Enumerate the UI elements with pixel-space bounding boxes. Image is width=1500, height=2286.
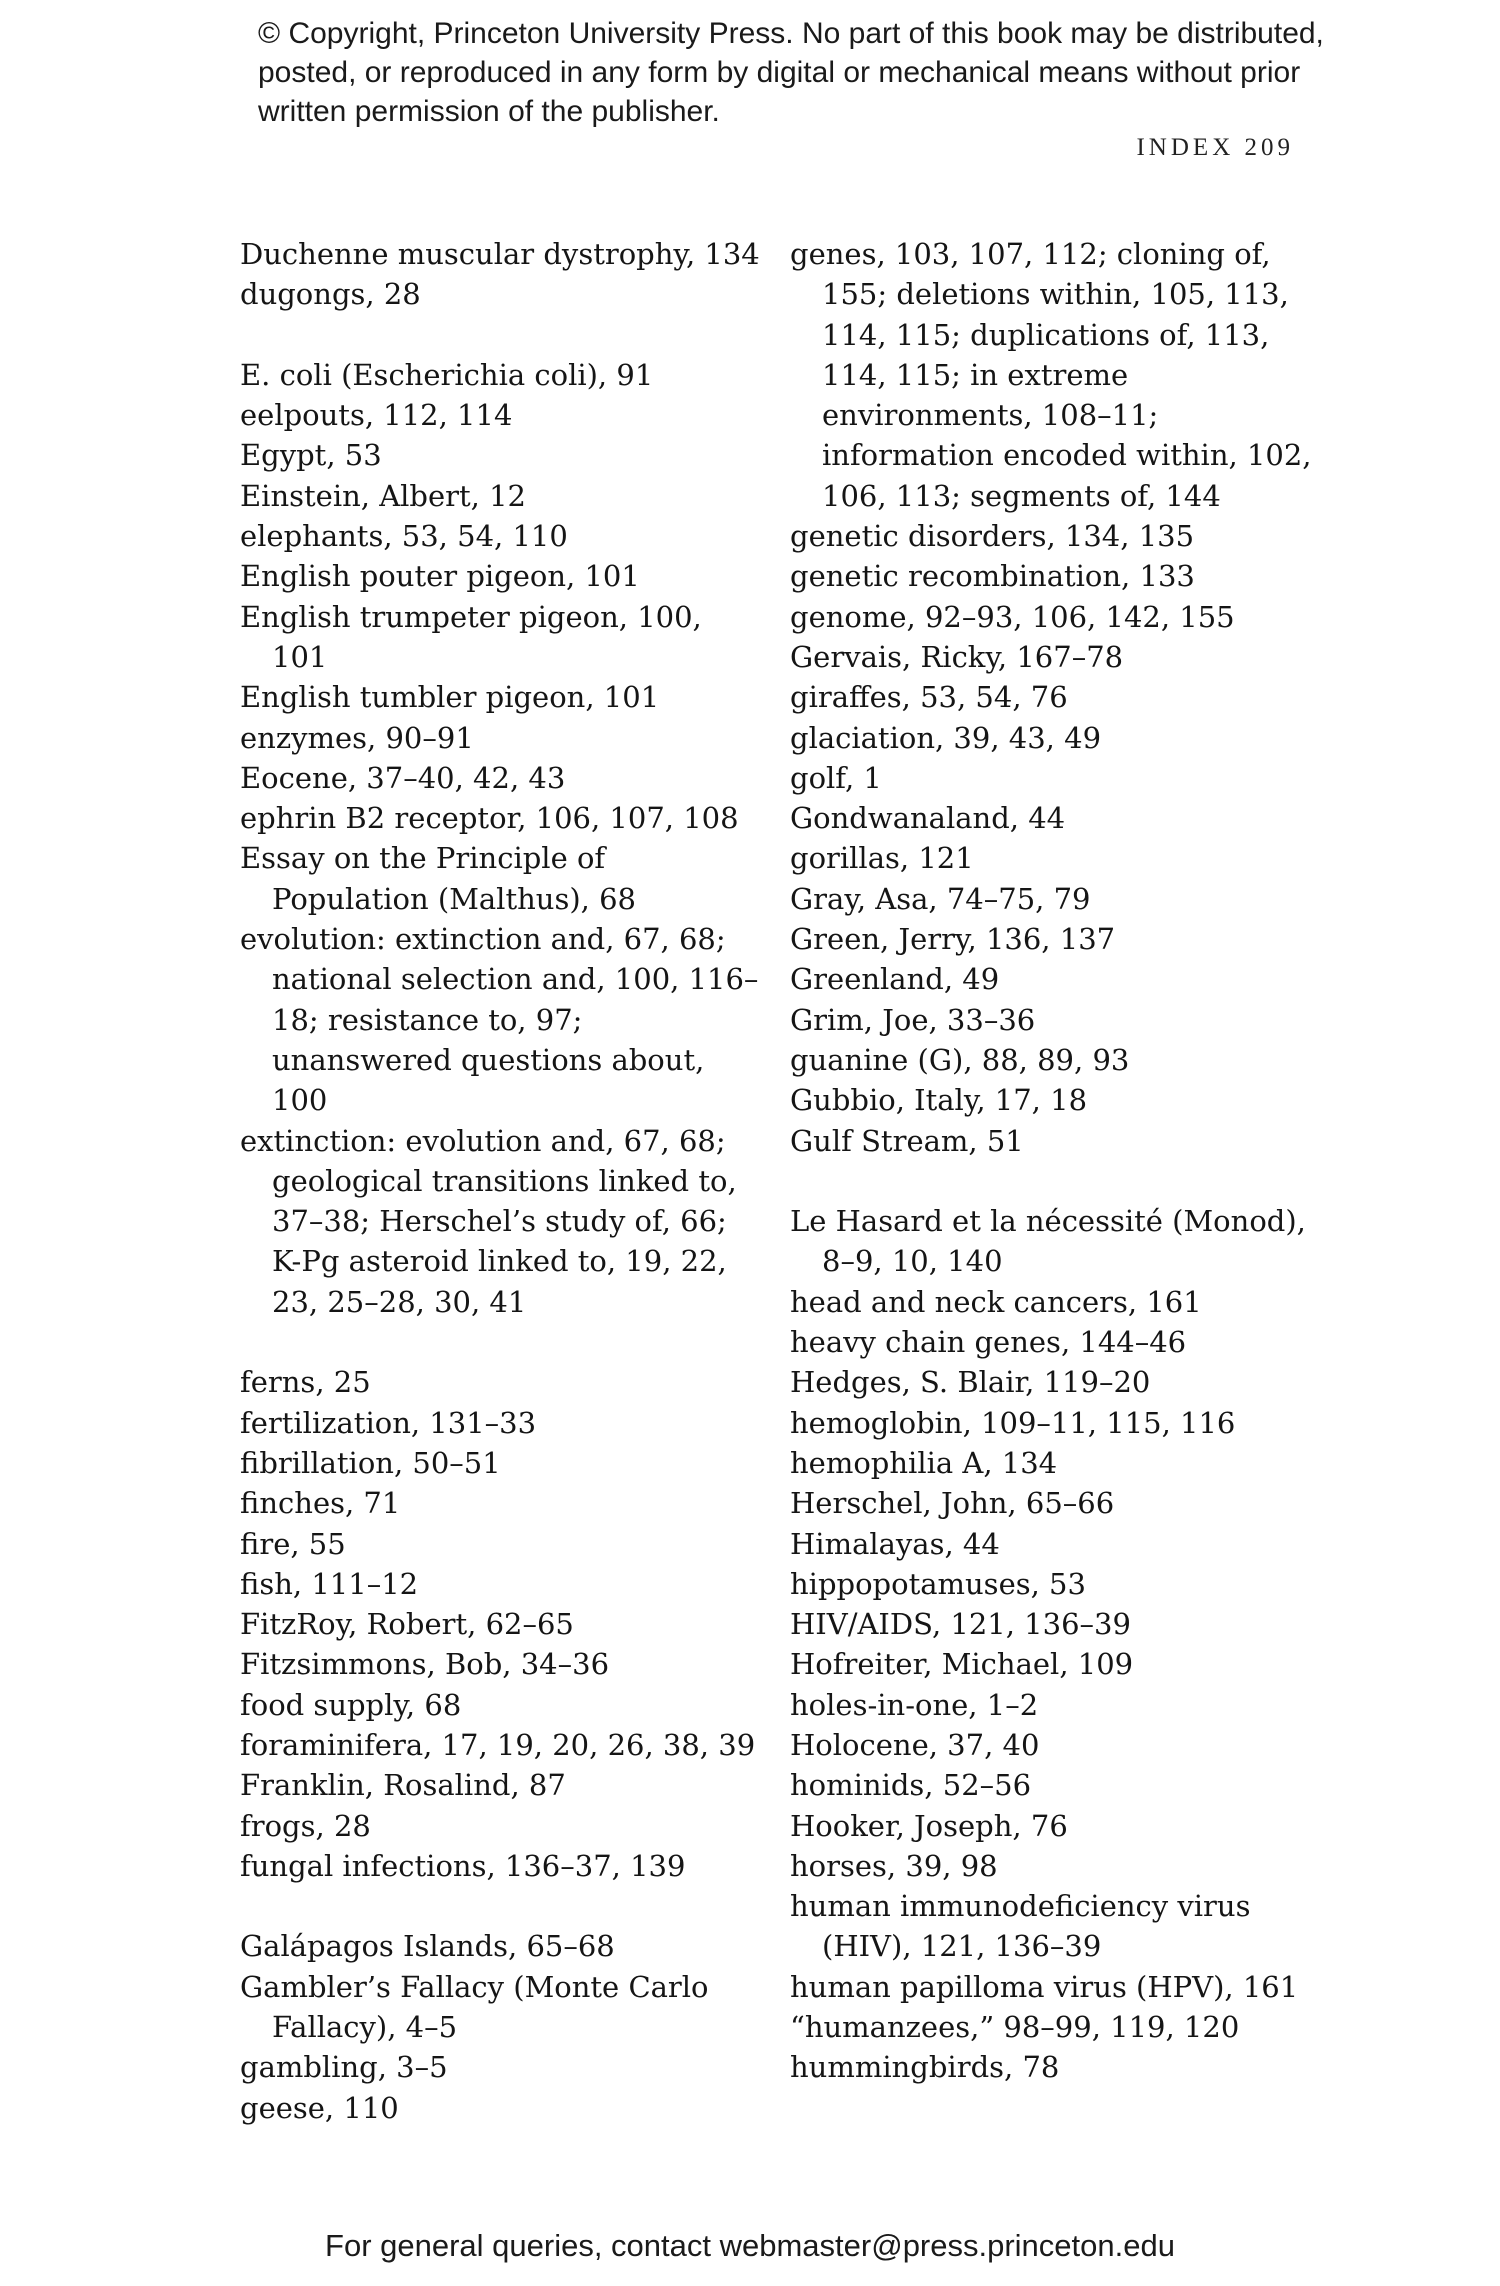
index-entry: English tumbler pigeon, 101 <box>240 680 660 715</box>
index-entry: holes-in-one, 1–2 <box>790 1687 1039 1722</box>
index-entry: frogs, 28 <box>240 1808 371 1843</box>
index-entry: hippopotamuses, 53 <box>790 1566 1086 1601</box>
index-entry: genes, 103, 107, 112; cloning of, 155; deletions within, 105, 113, 114, 115; duplications of, 113, 114, 115; in extreme environments, 108–11; information encoded within, 102, 106, 113; segments of, 144 <box>790 237 1312 513</box>
index-entry: hemoglobin, 109–11, 115, 116 <box>790 1405 1236 1440</box>
index-letter-gap <box>240 315 760 355</box>
index-entry: HIV/AIDS, 121, 136–39 <box>790 1607 1131 1642</box>
index-entry: enzymes, 90–91 <box>240 720 474 755</box>
index-entry: genome, 92–93, 106, 142, 155 <box>790 599 1235 634</box>
index-entry: Holocene, 37, 40 <box>790 1727 1040 1762</box>
index-entry: horses, 39, 98 <box>790 1848 998 1883</box>
index-entry: Eocene, 37–40, 42, 43 <box>240 760 566 795</box>
index-entry: hummingbirds, 78 <box>790 2050 1060 2085</box>
index-entry: fire, 55 <box>240 1526 346 1561</box>
index-entry: FitzRoy, Robert, 62–65 <box>240 1607 574 1642</box>
copyright-notice: © Copyright, Princeton University Press. No part of this book may be distributed, posted, or reproduced in any form by digital or mechanical means without prior written permission of the publisher. <box>258 17 1324 128</box>
index-entry: Gervais, Ricky, 167–78 <box>790 639 1124 674</box>
index-entry: elephants, 53, 54, 110 <box>240 519 568 554</box>
index-entry: English trumpeter pigeon, 100, 101 <box>240 599 702 674</box>
index-entry: human immunodeficiency virus (HIV), 121, 136–39 <box>790 1889 1251 1964</box>
index-entry: Gray, Asa, 74–75, 79 <box>790 881 1091 916</box>
index-entry: hemophilia A, 134 <box>790 1445 1058 1480</box>
index-entry: Green, Jerry, 136, 137 <box>790 922 1116 957</box>
index-entry: ferns, 25 <box>240 1365 371 1400</box>
index-entry: hominids, 52–56 <box>790 1768 1032 1803</box>
index-entry: eelpouts, 112, 114 <box>240 398 513 433</box>
index-entry: fish, 111–12 <box>240 1566 419 1601</box>
index-entry: genetic disorders, 134, 135 <box>790 519 1195 554</box>
index-entry: gambling, 3–5 <box>240 2050 448 2085</box>
index-entry: Hooker, Joseph, 76 <box>790 1808 1068 1843</box>
index-entry: Himalayas, 44 <box>790 1526 1000 1561</box>
index-entry: guanine (G), 88, 89, 93 <box>790 1042 1130 1077</box>
index-entry: Gambler’s Fallacy (Monte Carlo Fallacy), 4–5 <box>240 1969 709 2045</box>
index-entry: E. coli (Escherichia coli), 91 <box>240 357 654 392</box>
index-entry: head and neck cancers, 161 <box>790 1284 1202 1319</box>
index-entry: fibrillation, 50–51 <box>240 1445 501 1480</box>
index-entry: finches, 71 <box>240 1486 401 1521</box>
index-entry: extinction: evolution and, 67, 68; geological transitions linked to, 37–38; Herschel’s study of, 66; K-Pg asteroid linked to, 19, 22, 23, 25–28, 30, 41 <box>240 1123 737 1319</box>
index-entry: Herschel, John, 65–66 <box>790 1486 1115 1521</box>
index-entry: Le Hasard et la nécessité (Monod), 8–9, 10, 140 <box>790 1204 1306 1279</box>
index-entry: Gubbio, Italy, 17, 18 <box>790 1083 1088 1118</box>
index-column-right <box>790 234 1320 2088</box>
index-entry: Einstein, Albert, 12 <box>240 478 527 513</box>
index-entry: golf, 1 <box>790 760 882 795</box>
index-entry: ephrin B2 receptor, 106, 107, 108 <box>240 801 739 836</box>
index-entry: Hedges, S. Blair, 119–20 <box>790 1365 1151 1400</box>
index-letter-gap <box>240 1322 760 1362</box>
index-entry: glaciation, 39, 43, 49 <box>790 720 1102 755</box>
index-entry: Hofreiter, Michael, 109 <box>790 1647 1134 1682</box>
running-head: INDEX 209 <box>1136 134 1294 161</box>
index-entry: food supply, 68 <box>240 1687 462 1722</box>
index-entry: Greenland, 49 <box>790 962 1000 997</box>
index-entry: heavy chain genes, 144–46 <box>790 1325 1187 1360</box>
index-entry: Essay on the Principle of Population (Malthus), 68 <box>240 841 637 916</box>
index-entry: “humanzees,” 98–99, 119, 120 <box>790 2010 1240 2045</box>
index-entry: giraffes, 53, 54, 76 <box>790 680 1068 715</box>
index-entry: Gondwanaland, 44 <box>790 801 1066 836</box>
index-entry: human papilloma virus (HPV), 161 <box>790 1969 1299 2004</box>
index-entry: Fitzsimmons, Bob, 34–36 <box>240 1647 610 1682</box>
index-letter-gap <box>790 1161 1320 1201</box>
contact-footer: For general queries, contact webmaster@press.princeton.edu <box>325 2228 1175 2263</box>
index-entry: English pouter pigeon, 101 <box>240 559 640 594</box>
index-entry: Grim, Joe, 33–36 <box>790 1002 1036 1037</box>
index-entry: foraminifera, 17, 19, 20, 26, 38, 39 <box>240 1727 756 1762</box>
index-letter-gap <box>240 1886 760 1926</box>
index-column-left <box>240 234 760 2128</box>
index-entry: gorillas, 121 <box>790 841 974 876</box>
index-entry: Duchenne muscular dystrophy, 134 <box>240 237 760 271</box>
index-entry: genetic recombination, 133 <box>790 559 1195 594</box>
index-entry: dugongs, 28 <box>240 277 421 312</box>
index-entry: Galápagos Islands, 65–68 <box>240 1929 615 1964</box>
index-entry: Egypt, 53 <box>240 438 382 473</box>
index-entry: fungal infections, 136–37, 139 <box>240 1848 686 1883</box>
index-entry: evolution: extinction and, 67, 68; national selection and, 100, 116–18; resistance to, 97; unanswered questions about, 100 <box>240 922 759 1118</box>
index-entry: Franklin, Rosalind, 87 <box>240 1768 566 1803</box>
index-entry: Gulf Stream, 51 <box>790 1123 1024 1158</box>
index-entry: geese, 110 <box>240 2090 399 2125</box>
index-entry: fertilization, 131–33 <box>240 1405 537 1440</box>
